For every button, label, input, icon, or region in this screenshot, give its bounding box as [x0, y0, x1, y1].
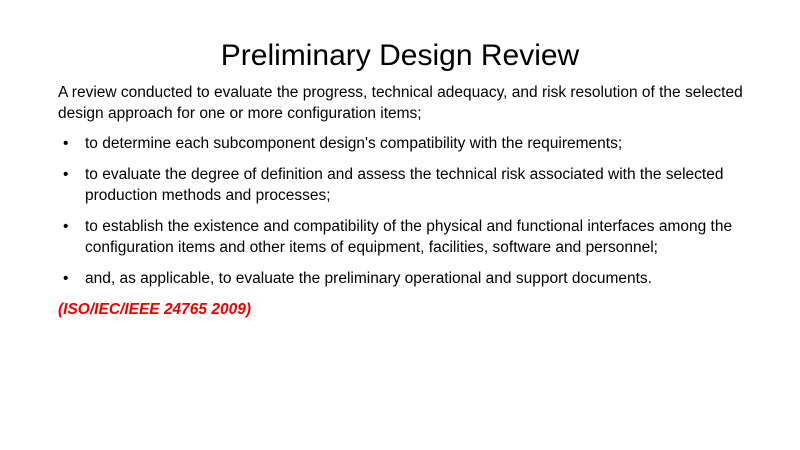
bullet-marker-icon: •	[63, 135, 69, 152]
bullet-marker-icon: •	[63, 218, 69, 235]
bullet-list	[58, 133, 758, 289]
list-item-text: to establish the existence and compatibility of the physical and functional interfaces among the configuration items and other items of equipment, facilities, software and personnel;	[85, 218, 733, 256]
list-item-text: to determine each subcomponent design's compatibility with the requirements;	[85, 135, 623, 152]
list-item-text: and, as applicable, to evaluate the preliminary operational and support documents.	[85, 270, 652, 287]
page-title: Preliminary Design Review	[220, 39, 580, 73]
slide-body	[58, 82, 758, 320]
list-item-text: to evaluate the degree of definition and assess the technical risk associated with the selected production methods and processes;	[85, 166, 724, 204]
list-item	[58, 216, 758, 258]
bullet-marker-icon: •	[63, 166, 69, 183]
list-item	[58, 133, 758, 154]
source-citation: (ISO/IEC/IEEE 24765 2009)	[58, 301, 251, 318]
list-item	[58, 164, 758, 206]
lead-paragraph: A review conducted to evaluate the progress, technical adequacy, and risk resolution of the selected design approach for one or more configuration items;	[58, 84, 743, 122]
bullet-marker-icon: •	[63, 270, 69, 287]
list-item	[58, 268, 758, 289]
